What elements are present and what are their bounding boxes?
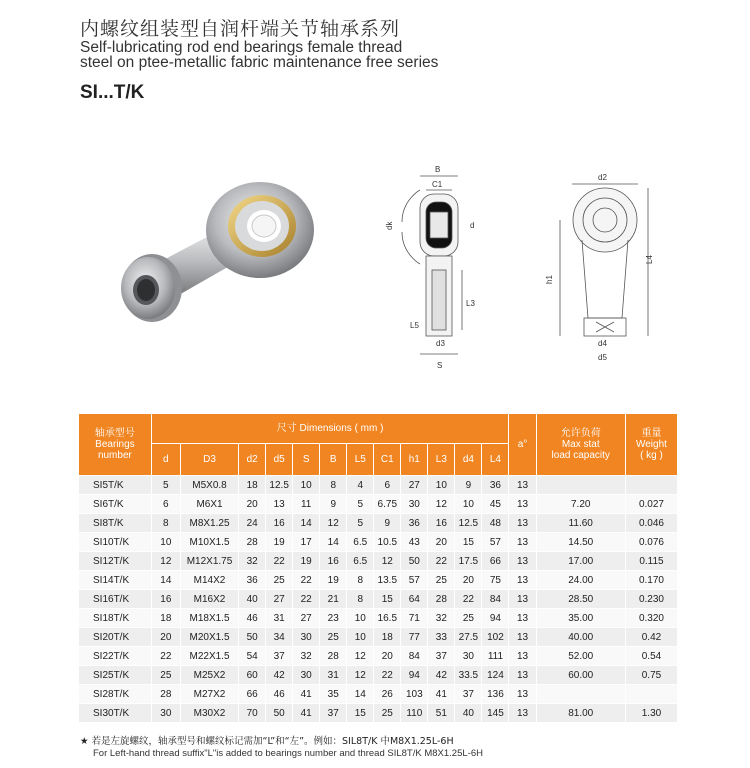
header-weight-en2: ( kg ) <box>640 450 663 461</box>
table-cell: 14.50 <box>536 533 625 552</box>
table-cell: 22 <box>293 590 320 609</box>
table-cell: 12 <box>320 514 347 533</box>
header-bearing-cn: 轴承型号 <box>94 428 135 439</box>
table-cell <box>625 476 677 495</box>
table-cell: 102 <box>482 628 509 647</box>
sub-header-cell: L3 <box>428 444 455 476</box>
table-cell: 9 <box>455 476 482 495</box>
table-cell: 46 <box>266 685 293 704</box>
table-cell: 0.027 <box>625 495 677 514</box>
table-cell: 37 <box>455 685 482 704</box>
table-cell: 0.54 <box>625 647 677 666</box>
table-cell: 20 <box>374 647 401 666</box>
table-cell: 20 <box>239 495 266 514</box>
table-cell: 42 <box>428 666 455 685</box>
table-cell: 48 <box>482 514 509 533</box>
table-cell: 10 <box>455 495 482 514</box>
sub-header-cell: d4 <box>455 444 482 476</box>
table-cell: 71 <box>401 609 428 628</box>
bearing-number-cell: SI12T/K <box>79 552 152 571</box>
table-cell: 41 <box>293 685 320 704</box>
table-cell: 28 <box>320 647 347 666</box>
table-cell: 14 <box>151 571 180 590</box>
table-cell: 30 <box>293 666 320 685</box>
table-cell: 50 <box>401 552 428 571</box>
table-cell: 36 <box>401 514 428 533</box>
sub-header-cell: L5 <box>347 444 374 476</box>
table-cell: 13 <box>509 476 536 495</box>
table-cell: 8 <box>347 571 374 590</box>
table-cell: 31 <box>266 609 293 628</box>
table-cell: 22 <box>293 571 320 590</box>
title-cn: 内螺纹组装型自润杆端关节轴承系列 <box>80 18 401 40</box>
table-cell: 111 <box>482 647 509 666</box>
table-cell: 9 <box>374 514 401 533</box>
table-cell: 15 <box>455 533 482 552</box>
table-cell: 6.75 <box>374 495 401 514</box>
table-cell: 28 <box>151 685 180 704</box>
table-cell: 0.076 <box>625 533 677 552</box>
table-cell: 50 <box>239 628 266 647</box>
label-L5: L5 <box>410 321 419 330</box>
header-bearing-en2: number <box>97 450 132 461</box>
table-cell: 51 <box>428 704 455 723</box>
bearing-number-cell: SI25T/K <box>79 666 152 685</box>
table-cell: 32 <box>428 609 455 628</box>
table-cell: 66 <box>239 685 266 704</box>
header-weight <box>625 414 677 476</box>
table-cell: 0.115 <box>625 552 677 571</box>
table-cell: 103 <box>401 685 428 704</box>
table-cell: 145 <box>482 704 509 723</box>
table-cell: 13 <box>509 685 536 704</box>
table-cell: 11 <box>293 495 320 514</box>
table-cell: 18 <box>151 609 180 628</box>
sub-header-cell: D3 <box>180 444 238 476</box>
sub-header-cell: B <box>320 444 347 476</box>
header-bearing-number <box>79 414 152 476</box>
table-cell: 6 <box>374 476 401 495</box>
bearing-number-cell: SI22T/K <box>79 647 152 666</box>
table-cell: 13 <box>266 495 293 514</box>
table-cell: 22 <box>266 552 293 571</box>
table-cell: 41 <box>428 685 455 704</box>
table-row <box>79 571 678 590</box>
table-cell: 28 <box>428 590 455 609</box>
table-cell: 10 <box>293 476 320 495</box>
label-C1: C1 <box>432 180 443 189</box>
label-L4: L4 <box>645 255 654 264</box>
table-cell: 20 <box>428 533 455 552</box>
table-cell: 12 <box>374 552 401 571</box>
table-cell: 42 <box>266 666 293 685</box>
table-cell: 4 <box>347 476 374 495</box>
front-view-drawing <box>538 168 668 368</box>
table-cell: 15 <box>374 590 401 609</box>
table-cell <box>625 685 677 704</box>
table-row <box>79 685 678 704</box>
table-cell: 43 <box>401 533 428 552</box>
table-cell: M16X2 <box>180 590 238 609</box>
table-cell: 37 <box>320 704 347 723</box>
table-cell: M5X0.8 <box>180 476 238 495</box>
table-cell: 0.170 <box>625 571 677 590</box>
table-row <box>79 552 678 571</box>
table-cell: 13.5 <box>374 571 401 590</box>
table-cell: 22 <box>151 647 180 666</box>
table-cell: 41 <box>293 704 320 723</box>
label-d3: d3 <box>436 339 445 348</box>
table-cell: 37 <box>428 647 455 666</box>
note-en: For Left-hand thread suffix"L"is added to bearings number and thread SIL8T/K M8X1.25L-6H <box>93 748 483 759</box>
table-cell: 25 <box>320 628 347 647</box>
table-cell: 19 <box>266 533 293 552</box>
table-cell: 45 <box>482 495 509 514</box>
table-cell: 57 <box>482 533 509 552</box>
table-cell: 50 <box>266 704 293 723</box>
table-cell: 0.75 <box>625 666 677 685</box>
table-cell: 84 <box>401 647 428 666</box>
title-en-line1: Self-lubricating rod end bearings female thread <box>80 39 403 56</box>
table-cell: 13 <box>509 609 536 628</box>
header-alpha: a° <box>509 414 536 476</box>
table-cell: 36 <box>239 571 266 590</box>
bearing-number-cell: SI10T/K <box>79 533 152 552</box>
table-cell: 14 <box>320 533 347 552</box>
table-cell: 94 <box>482 609 509 628</box>
table-row <box>79 628 678 647</box>
table-cell: 13 <box>509 704 536 723</box>
table-cell: 11.60 <box>536 514 625 533</box>
sub-header-cell: h1 <box>401 444 428 476</box>
table-cell: 22 <box>428 552 455 571</box>
table-cell: 18 <box>374 628 401 647</box>
table-cell: 136 <box>482 685 509 704</box>
table-cell: 84 <box>482 590 509 609</box>
table-row <box>79 609 678 628</box>
table-cell: 16 <box>266 514 293 533</box>
table-cell: 12 <box>347 647 374 666</box>
table-cell: 23 <box>320 609 347 628</box>
sub-header-cell: d2 <box>239 444 266 476</box>
header-load <box>536 414 625 476</box>
table-cell: 10 <box>151 533 180 552</box>
label-d: d <box>470 221 475 230</box>
table-cell: 33 <box>428 628 455 647</box>
table-cell: 30 <box>401 495 428 514</box>
table-cell: 52.00 <box>536 647 625 666</box>
table-cell: 60.00 <box>536 666 625 685</box>
table-cell: 25 <box>455 609 482 628</box>
header-weight-en1: Weight <box>635 439 667 450</box>
table-cell: 12.5 <box>455 514 482 533</box>
table-cell: M10X1.5 <box>180 533 238 552</box>
table-cell <box>536 685 625 704</box>
title-en-line2: steel on ptee-metallic fabric maintenance free series <box>80 54 439 71</box>
table-cell: 17.00 <box>536 552 625 571</box>
table-cell: 35 <box>320 685 347 704</box>
table-cell: 27 <box>293 609 320 628</box>
table-cell: 10 <box>428 476 455 495</box>
table-cell: 46 <box>239 609 266 628</box>
table-cell: 40.00 <box>536 628 625 647</box>
table-cell: 8 <box>347 590 374 609</box>
table-cell: 13 <box>509 514 536 533</box>
table-cell: 20 <box>151 628 180 647</box>
table-cell: 10.5 <box>374 533 401 552</box>
table-cell: 14 <box>347 685 374 704</box>
table-cell: 0.320 <box>625 609 677 628</box>
table-cell: 40 <box>455 704 482 723</box>
table-cell: 28.50 <box>536 590 625 609</box>
table-cell: 32 <box>239 552 266 571</box>
table-cell: 37 <box>266 647 293 666</box>
table-row <box>79 647 678 666</box>
side-section-drawing <box>380 160 500 380</box>
table-cell: M6X1 <box>180 495 238 514</box>
table-cell: 0.046 <box>625 514 677 533</box>
table-cell: 15 <box>347 704 374 723</box>
table-cell: 24.00 <box>536 571 625 590</box>
bearing-number-cell: SI16T/K <box>79 590 152 609</box>
table-cell: 1.30 <box>625 704 677 723</box>
bearing-number-cell: SI5T/K <box>79 476 152 495</box>
table-cell: 25 <box>428 571 455 590</box>
table-cell: 124 <box>482 666 509 685</box>
table-cell: 6.5 <box>347 533 374 552</box>
table-cell: 10 <box>347 609 374 628</box>
table-cell: 18 <box>239 476 266 495</box>
table-cell: 30 <box>293 628 320 647</box>
table-cell: 5 <box>347 495 374 514</box>
label-d2: d2 <box>598 173 607 182</box>
table-cell: 27 <box>266 590 293 609</box>
table-cell: 22 <box>455 590 482 609</box>
table-cell <box>536 476 625 495</box>
table-cell: 13 <box>509 647 536 666</box>
header-weight-cn: 重量 <box>641 428 662 439</box>
table-cell: 32 <box>293 647 320 666</box>
bearing-number-cell: SI14T/K <box>79 571 152 590</box>
table-cell: 19 <box>320 571 347 590</box>
table-cell: 17.5 <box>455 552 482 571</box>
label-dk: dk <box>385 221 394 230</box>
table-row <box>79 495 678 514</box>
table-cell: 6.5 <box>347 552 374 571</box>
table-cell: M8X1.25 <box>180 514 238 533</box>
table-cell: M22X1.5 <box>180 647 238 666</box>
model-series: SI...T/K <box>80 82 145 103</box>
header-load-en1: Max stat <box>561 439 600 450</box>
table-cell: M18X1.5 <box>180 609 238 628</box>
spec-table <box>78 413 678 723</box>
table-cell: 7.20 <box>536 495 625 514</box>
table-cell: 17 <box>293 533 320 552</box>
table-cell: 13 <box>509 495 536 514</box>
table-cell: 12.5 <box>266 476 293 495</box>
table-cell: 30 <box>455 647 482 666</box>
table-cell: 64 <box>401 590 428 609</box>
table-row <box>79 666 678 685</box>
table-cell: 30 <box>151 704 180 723</box>
table-cell: 27 <box>401 476 428 495</box>
sub-header-cell: L4 <box>482 444 509 476</box>
table-cell: 77 <box>401 628 428 647</box>
table-cell: 75 <box>482 571 509 590</box>
table-cell: 12 <box>347 666 374 685</box>
table-cell: 16.5 <box>374 609 401 628</box>
sub-header-cell: S <box>293 444 320 476</box>
table-cell: M27X2 <box>180 685 238 704</box>
table-cell: 13 <box>509 571 536 590</box>
label-d4: d4 <box>598 339 607 348</box>
table-cell: 20 <box>455 571 482 590</box>
table-cell: 12 <box>151 552 180 571</box>
bearing-number-cell: SI30T/K <box>79 704 152 723</box>
label-B: B <box>435 165 441 174</box>
label-L3: L3 <box>466 299 475 308</box>
table-cell: 40 <box>239 590 266 609</box>
table-cell: 13 <box>509 533 536 552</box>
table-cell: 25 <box>266 571 293 590</box>
table-cell: 57 <box>401 571 428 590</box>
table-cell: 21 <box>320 590 347 609</box>
table-cell: 9 <box>320 495 347 514</box>
table-cell: 0.230 <box>625 590 677 609</box>
table-cell: 12 <box>428 495 455 514</box>
table-row <box>79 590 678 609</box>
table-cell: 10 <box>347 628 374 647</box>
sub-header-cell: C1 <box>374 444 401 476</box>
table-cell: 25 <box>151 666 180 685</box>
table-cell: 24 <box>239 514 266 533</box>
table-row <box>79 704 678 723</box>
header-dimensions: 尺寸 Dimensions ( mm ) <box>151 414 509 444</box>
table-cell: M14X2 <box>180 571 238 590</box>
label-h1: h1 <box>545 275 554 284</box>
table-cell: 16 <box>151 590 180 609</box>
sub-header-cell: d <box>151 444 180 476</box>
table-cell: 31 <box>320 666 347 685</box>
label-d5: d5 <box>598 353 607 362</box>
product-photo <box>112 168 332 338</box>
table-row <box>79 533 678 552</box>
table-cell: 13 <box>509 552 536 571</box>
table-cell: 70 <box>239 704 266 723</box>
table-cell: 36 <box>482 476 509 495</box>
table-cell: 54 <box>239 647 266 666</box>
table-row <box>79 476 678 495</box>
bearing-number-cell: SI18T/K <box>79 609 152 628</box>
table-cell: 66 <box>482 552 509 571</box>
sub-header-cell: d5 <box>266 444 293 476</box>
table-cell: 0.42 <box>625 628 677 647</box>
table-cell: M25X2 <box>180 666 238 685</box>
table-cell: 33.5 <box>455 666 482 685</box>
table-cell: 35.00 <box>536 609 625 628</box>
table-cell: 19 <box>293 552 320 571</box>
bearing-number-cell: SI20T/K <box>79 628 152 647</box>
table-cell: 60 <box>239 666 266 685</box>
table-cell: 13 <box>509 666 536 685</box>
table-cell: 110 <box>401 704 428 723</box>
table-cell: 16 <box>320 552 347 571</box>
label-S: S <box>437 361 443 370</box>
table-cell: 22 <box>374 666 401 685</box>
table-cell: 25 <box>374 704 401 723</box>
header-load-cn: 允许负荷 <box>560 428 601 439</box>
table-row <box>79 514 678 533</box>
header-bearing-en1: Bearings <box>95 439 135 450</box>
header-load-en2: load capacity <box>551 450 610 461</box>
table-cell: 13 <box>509 628 536 647</box>
table-cell: 6 <box>151 495 180 514</box>
table-cell: 28 <box>239 533 266 552</box>
spec-table-body <box>79 476 678 723</box>
table-cell: 13 <box>509 590 536 609</box>
table-cell: 27.5 <box>455 628 482 647</box>
note-cn: ★ 若是左旋螺纹，轴承型号和螺纹标记需加“L”和“左”。例如：SIL8T/K 中M8X1.25L-6H <box>80 736 454 747</box>
table-cell: 16 <box>428 514 455 533</box>
table-cell: M20X1.5 <box>180 628 238 647</box>
bearing-number-cell: SI8T/K <box>79 514 152 533</box>
table-cell: M30X2 <box>180 704 238 723</box>
table-cell: 14 <box>293 514 320 533</box>
table-cell: 34 <box>266 628 293 647</box>
table-cell: 26 <box>374 685 401 704</box>
table-cell: 5 <box>151 476 180 495</box>
bearing-number-cell: SI28T/K <box>79 685 152 704</box>
table-cell: 5 <box>347 514 374 533</box>
table-cell: 81.00 <box>536 704 625 723</box>
table-cell: 8 <box>320 476 347 495</box>
table-cell: M12X1.75 <box>180 552 238 571</box>
table-cell: 8 <box>151 514 180 533</box>
bearing-number-cell: SI6T/K <box>79 495 152 514</box>
table-cell: 94 <box>401 666 428 685</box>
